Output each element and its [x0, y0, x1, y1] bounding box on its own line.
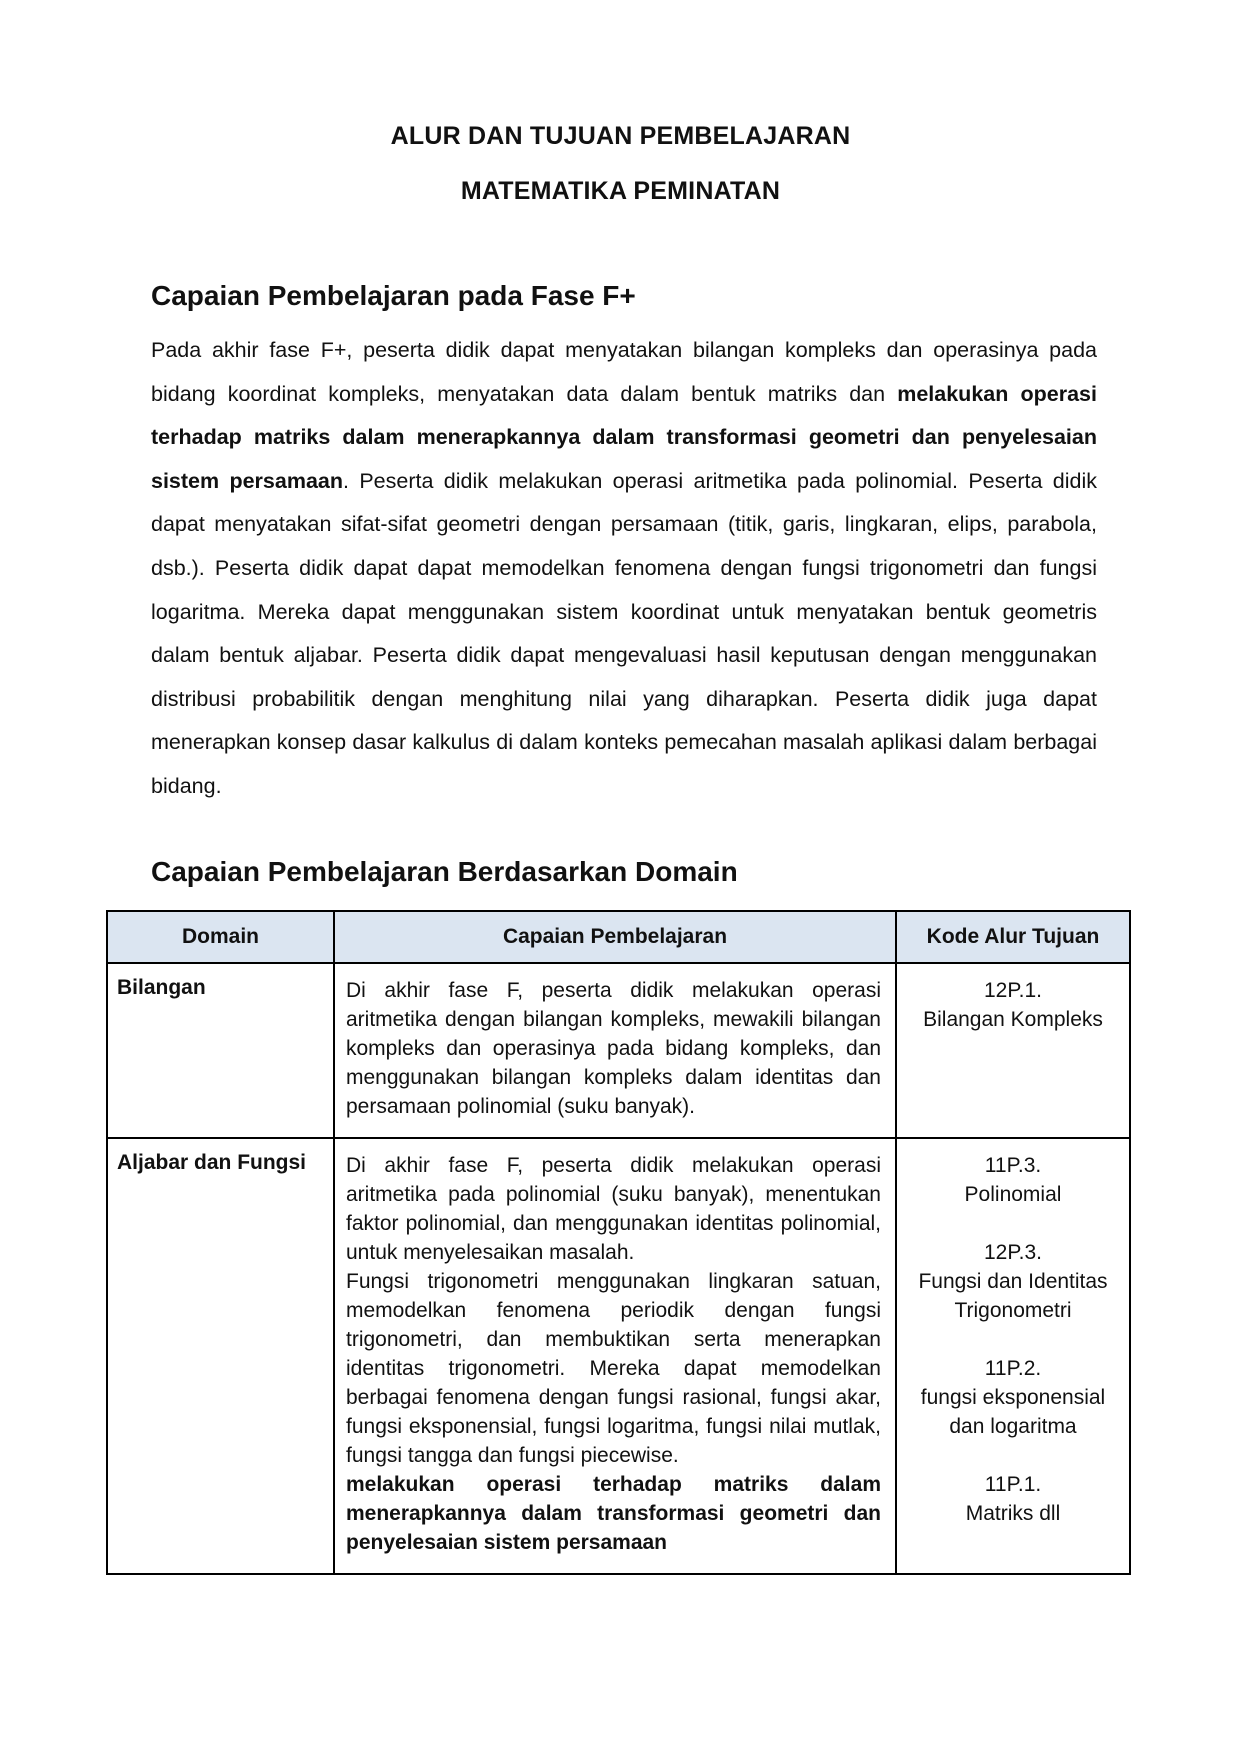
- kode-code: 11P.3.: [984, 1154, 1042, 1177]
- kode-name: Bilangan Kompleks: [923, 1008, 1103, 1031]
- kode-name: Trigonometri: [954, 1299, 1072, 1322]
- capaian-text: Di akhir fase F, peserta didik melakukan operasi aritmetika pada polinomial (suku banyak), menentukan faktor polinomial, dan menggunakan identitas polinomial, untuk menyelesaikan masalah.: [346, 1154, 881, 1264]
- table-header-row: [107, 911, 1130, 963]
- kode-cell: [896, 1138, 1130, 1574]
- kode-code: 12P.1.: [983, 979, 1042, 1002]
- document-subtitle: MATEMATIKA PEMINATAN: [460, 177, 781, 205]
- document-title: ALUR DAN TUJUAN PEMBELAJARAN: [390, 122, 851, 150]
- paragraph-text-end: . Peserta didik melakukan operasi aritmetika pada polinomial. Peserta didik dapat menyatakan sifat-sifat geometri dengan persamaan (titik, garis, lingkaran, elips, parabola, dsb.). Peserta didik dapat dapat memodelkan fenomena dengan fungsi trigonometri dan fungsi logaritma. Mereka dapat menggunakan sistem koordinat untuk menyatakan bentuk geometris dalam bentuk aljabar. Peserta didik dapat mengevaluasi hasil keputusan dengan menggunakan distribusi probabilitik dengan menghitung nilai yang diharapkan. Peserta didik juga dapat menerapkan konsep dasar kalkulus di dalam konteks pemecahan masalah aplikasi dalam berbagai bidang.: [151, 468, 1097, 798]
- kode-name: Matriks dll: [965, 1502, 1061, 1525]
- kode-cell: [896, 963, 1130, 1138]
- header-capaian: Capaian Pembelajaran: [334, 911, 896, 963]
- domain-cell: Aljabar dan Fungsi: [107, 1138, 334, 1574]
- kode-entry: [903, 976, 1123, 1034]
- kode-name: Fungsi dan Identitas: [918, 1270, 1108, 1293]
- header-domain: Domain: [107, 911, 334, 963]
- kode-code: 12P.3.: [983, 1241, 1042, 1264]
- kode-entry: [903, 1238, 1123, 1325]
- kode-name: dan logaritma: [949, 1415, 1077, 1438]
- capaian-cell: [334, 1138, 896, 1574]
- kode-code: 11P.2.: [984, 1357, 1042, 1380]
- table-row: [107, 963, 1130, 1138]
- paragraph-bold-text: melakukan operasi terhadap matriks dalam menerapkannya dalam transformasi geometri dan penyelesaian sistem persamaan: [151, 381, 1097, 493]
- kode-code: 11P.1.: [984, 1473, 1042, 1496]
- capaian-text: Fungsi trigonometri menggunakan lingkaran satuan, memodelkan fenomena periodik dengan fungsi trigonometri, dan membuktikan serta menerapkan identitas trigonometri. Mereka dapat memodelkan berbagai fenomena dengan fungsi rasional, fungsi akar, fungsi eksponensial, fungsi logaritma, fungsi nilai mutlak, fungsi tangga dan fungsi piecewise.: [346, 1270, 881, 1467]
- kode-name: fungsi eksponensial: [920, 1386, 1106, 1409]
- kode-entry: [903, 1151, 1123, 1209]
- capaian-bold-text: melakukan operasi terhadap matriks dalam menerapkannya dalam transformasi geometri dan penyelesaian sistem persamaan: [346, 1473, 881, 1554]
- header-kode: Kode Alur Tujuan: [896, 911, 1130, 963]
- kode-entry: [903, 1354, 1123, 1441]
- table-row: [107, 1138, 1130, 1574]
- kode-entry: [903, 1470, 1123, 1528]
- paragraph-text-start: Pada akhir fase F+, peserta didik dapat menyatakan bilangan kompleks dan operasinya pada bidang koordinat kompleks, menyatakan data dalam bentuk matriks dan: [151, 338, 1097, 406]
- domain-table: [106, 910, 1131, 1575]
- capaian-text: Di akhir fase F, peserta didik melakukan operasi aritmetika dengan bilangan kompleks, mewakili bilangan kompleks dan operasinya pada bidang kompleks, dan menggunakan bilangan kompleks dalam identitas dan persamaan polinomial (suku banyak).: [346, 979, 881, 1118]
- section-heading-fase: Capaian Pembelajaran pada Fase F+: [151, 280, 636, 311]
- section-heading-domain: Capaian Pembelajaran Berdasarkan Domain: [151, 856, 738, 887]
- kode-name: Polinomial: [964, 1183, 1062, 1206]
- capaian-paragraph: [151, 329, 1097, 809]
- capaian-cell: [334, 963, 896, 1138]
- domain-cell: Bilangan: [107, 963, 334, 1138]
